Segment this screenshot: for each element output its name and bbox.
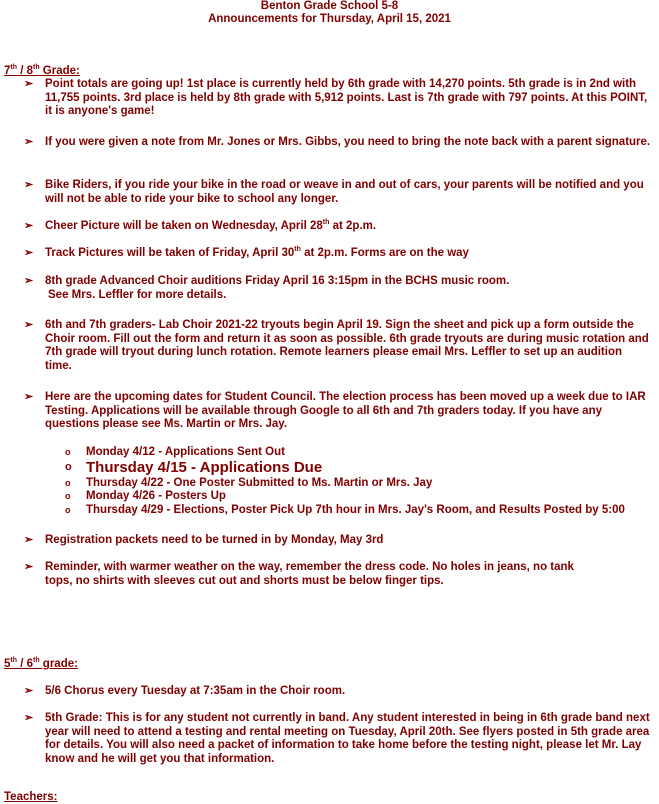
arrow-bullet-icon: ➢ xyxy=(24,78,34,90)
announcement-dress-code: Reminder, with warmer weather on the way, remember the dress code. No holes in jeans, no tank tops, no shirts with sleeves cut out and shorts must be below finger tips. xyxy=(45,561,574,587)
arrow-bullet-icon: ➢ xyxy=(24,712,34,724)
announcement-track: Track Pictures will be taken of Friday, April 30th at 2p.m. Forms are on the way xyxy=(45,246,469,259)
circle-bullet-icon: o xyxy=(65,491,71,501)
date-item: Thursday 4/29 - Elections, Poster Pick Up 7th hour in Mrs. Jay's Room, and Results Posted by 5:00 xyxy=(86,504,625,516)
arrow-bullet-icon: ➢ xyxy=(24,319,34,331)
page-title: Benton Grade School 5-8 xyxy=(260,0,399,12)
section-heading-teachers: Teachers: xyxy=(4,791,58,803)
arrow-bullet-icon: ➢ xyxy=(24,685,34,697)
circle-bullet-icon: o xyxy=(65,505,71,515)
date-item: Monday 4/12 - Applications Sent Out xyxy=(86,446,285,458)
date-item: Monday 4/26 - Posters Up xyxy=(86,490,226,502)
date-item-highlight: Thursday 4/15 - Applications Due xyxy=(86,459,323,476)
page-subtitle: Announcements for Thursday, April 15, 2021 xyxy=(208,13,451,25)
announcement-points: Point totals are going up! 1st place is currently held by 6th grade with 14,270 points. 5th grade is in 2nd with 11,755 points. 3rd place is held by 8th grade with 5,912 points. Last is 7th grade with 797 points. At this POINT, it is anyone's game! xyxy=(45,78,648,117)
announcement-registration: Registration packets need to be turned in by Monday, May 3rd xyxy=(45,534,384,546)
announcement-student-council: Here are the upcoming dates for Student Council. The election process has been moved up a week due to IAR Testing. Applications will be available through Google to all 6th and 7th graders today. If you have any questions please see Ms. Martin or Mrs. Jay. xyxy=(45,391,646,430)
announcement-band: 5th Grade: This is for any student not currently in band. Any student interested in being in 6th grade band next year will need to attend a testing and rental meeting on Tuesday, April 20th. See flyers posted in 5th grade area for details. You will also need a packet of information to take home before the testing night, please let Mr. Lay know and he will get you that information. xyxy=(45,712,650,765)
arrow-bullet-icon: ➢ xyxy=(24,179,34,191)
announcement-chorus: 5/6 Chorus every Tuesday at 7:35am in the Choir room. xyxy=(45,685,346,697)
circle-bullet-icon: o xyxy=(65,478,71,488)
arrow-bullet-icon: ➢ xyxy=(24,561,34,573)
arrow-bullet-icon: ➢ xyxy=(24,391,34,403)
announcement-lab-choir: 6th and 7th graders- Lab Choir 2021-22 tryouts begin April 19. Sign the sheet and pick up a form outside the Choir room. Fill out the form and return it as soon as possible. 6th grade tryouts are during music rotation and 7th grade will tryout during lunch rotation. Remote learners please email Mrs. Leffler to set up an audition time. xyxy=(45,319,649,372)
arrow-bullet-icon: ➢ xyxy=(24,275,34,287)
circle-bullet-icon: o xyxy=(65,447,71,457)
section-heading-5-6: 5th / 6th grade: xyxy=(4,657,78,670)
announcement-note: If you were given a note from Mr. Jones or Mrs. Gibbs, you need to bring the note back with a parent signature. xyxy=(45,136,651,148)
announcement-cheer: Cheer Picture will be taken on Wednesday, April 28th at 2p.m. xyxy=(45,219,377,232)
arrow-bullet-icon: ➢ xyxy=(24,220,34,232)
arrow-bullet-icon: ➢ xyxy=(24,136,34,148)
arrow-bullet-icon: ➢ xyxy=(24,247,34,259)
circle-bullet-icon: o xyxy=(65,461,72,473)
section-heading-7-8: 7th / 8th Grade: xyxy=(4,64,80,77)
date-item: Thursday 4/22 - One Poster Submitted to Ms. Martin or Mrs. Jay xyxy=(86,477,433,489)
announcement-advanced-choir: 8th grade Advanced Choir auditions Friday April 16 3:15pm in the BCHS music room. See Mrs. Leffler for more details. xyxy=(45,275,510,301)
arrow-bullet-icon: ➢ xyxy=(24,534,34,546)
announcement-bike: Bike Riders, if you ride your bike in the road or weave in and out of cars, your parents will be notified and you will not be able to ride your bike to school any longer. xyxy=(45,179,644,205)
